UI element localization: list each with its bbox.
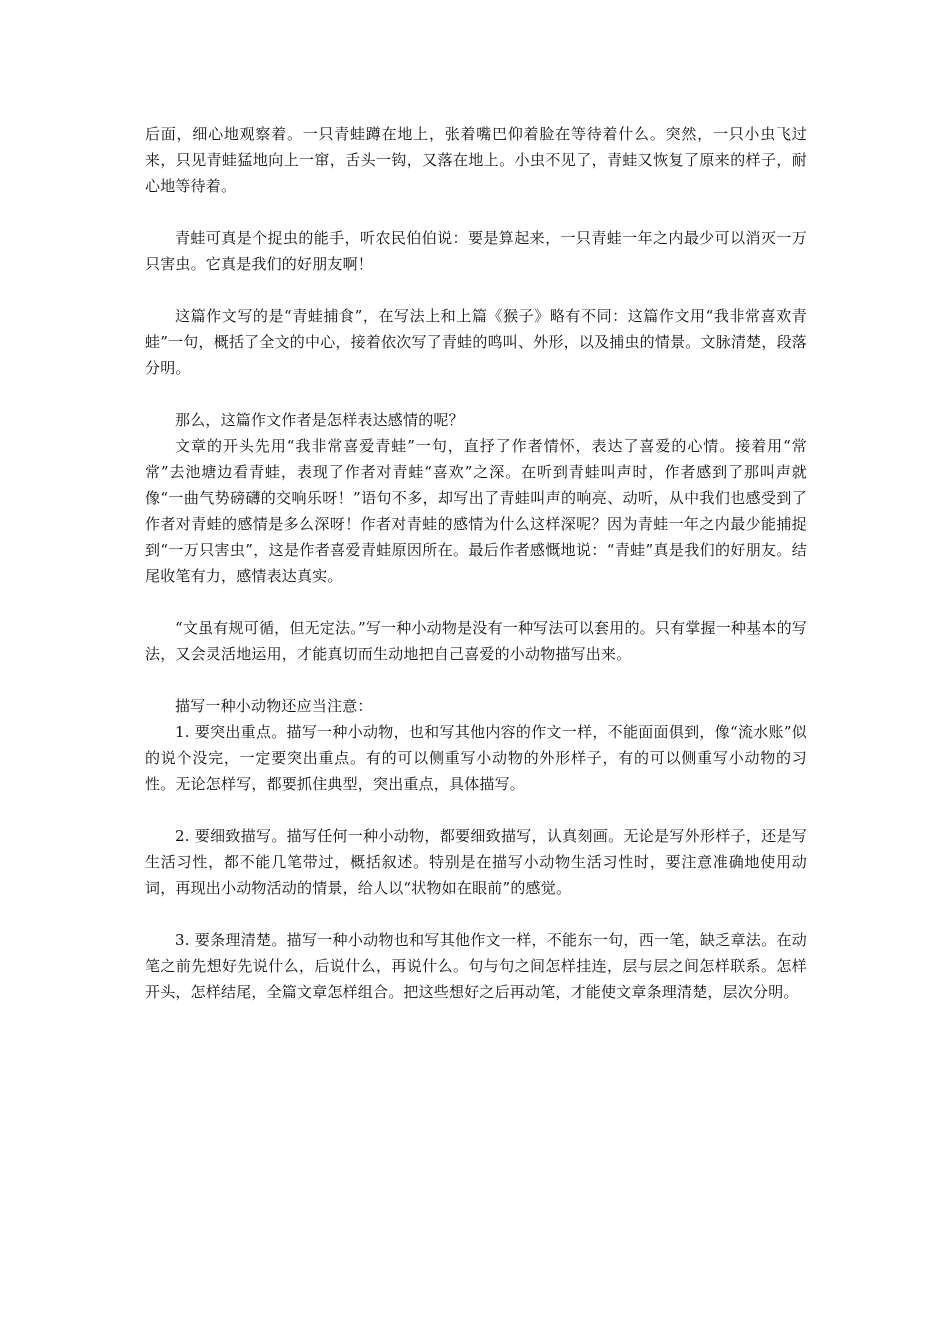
paragraph-spacer — [145, 277, 807, 303]
paragraph-spacer — [145, 589, 807, 615]
paragraph-notes-heading: 描写一种小动物还应当注意： — [175, 697, 373, 715]
paragraph-spacer — [145, 199, 807, 225]
paragraph-point-1: 1. 要突出重点。描写一种小动物，也和写其他内容的作文一样，不能面面俱到，像“流水账”似的说个没完，一定要突出重点。有的可以侧重写小动物的外形样子，有的可以侧重写小动物的习性。无论怎样写，都要抓住典型，突出重点，具体描写。 — [145, 723, 807, 793]
paragraph-frog-catches-insects: 青蛙可真是个捉虫的能手，听农民伯伯说：要是算起来，一只青蛙一年之内最少可以消灭一万只害虫。它真是我们的好朋友啊！ — [145, 229, 807, 273]
paragraph-point-3: 3. 要条理清楚。描写一种小动物也和写其他作文一样，不能东一句，西一笔，缺乏章法。在动笔之前先想好先说什么，后说什么，再说什么。句与句之间怎样挂连，层与层之间怎样联系。怎样开头，怎样结尾，全篇文章怎样组合。把这些想好之后再动笔，才能使文章条理清楚，层次分明。 — [145, 931, 807, 1001]
paragraph-observing-frog: 后面，细心地观察着。一只青蛙蹲在地上，张着嘴巴仰着脸在等待着什么。突然，一只小虫飞过来，只见青蛙猛地向上一窜，舌头一钩，又落在地上。小虫不见了，青蛙又恢复了原来的样子，耐心地等待着。 — [145, 125, 807, 195]
paragraph-no-fixed-method: “文虽有规可循，但无定法。”写一种小动物是没有一种写法可以套用的。只有掌握一种基本的写法，又会灵活地运用，才能真切而生动地把自己喜爱的小动物描写出来。 — [145, 619, 807, 663]
paragraph-emotion-analysis: 文章的开头先用“我非常喜爱青蛙”一句，直抒了作者情怀，表达了喜爱的心情。接着用“常常”去池塘边看青蛙，表现了作者对青蛙“喜欢”之深。在听到青蛙叫声时，作者感到了那叫声就像“一曲气势磅礴的交响乐呀！”语句不多，却写出了青蛙叫声的响亮、动听，从中我们也感受到了作者对青蛙的感情是多么深呀！作者对青蛙的感情为什么这样深呢？因为青蛙一年之内最少能捕捉到“一万只害虫”，这是作者喜爱青蛙原因所在。最后作者感慨地说：“青蛙”真是我们的好朋友。结尾收笔有力，感情表达真实。 — [145, 437, 807, 585]
paragraph-point-2: 2. 要细致描写。描写任何一种小动物，都要细致描写，认真刻画。无论是写外形样子，还是写生活习性，都不能几笔带过，概括叙述。特别是在描写小动物生活习性时，要注意准确地使用动词，再现出小动物活动的情景，给人以“状物如在眼前”的感觉。 — [145, 827, 807, 897]
paragraph-question-emotion: 那么，这篇作文作者是怎样表达感情的呢？ — [175, 411, 464, 429]
paragraph-spacer — [145, 667, 807, 693]
paragraph-essay-structure: 这篇作文写的是“青蛙捕食”，在写法上和上篇《猴子》略有不同：这篇作文用“我非常喜欢青蛙”一句，概括了全文的中心，接着依次写了青蛙的鸣叫、外形，以及捕虫的情景。文脉清楚，段落分明。 — [145, 307, 807, 377]
paragraph-spacer — [145, 797, 807, 823]
paragraph-spacer — [145, 381, 807, 407]
paragraph-spacer — [145, 901, 807, 927]
document-body — [145, 121, 807, 1005]
